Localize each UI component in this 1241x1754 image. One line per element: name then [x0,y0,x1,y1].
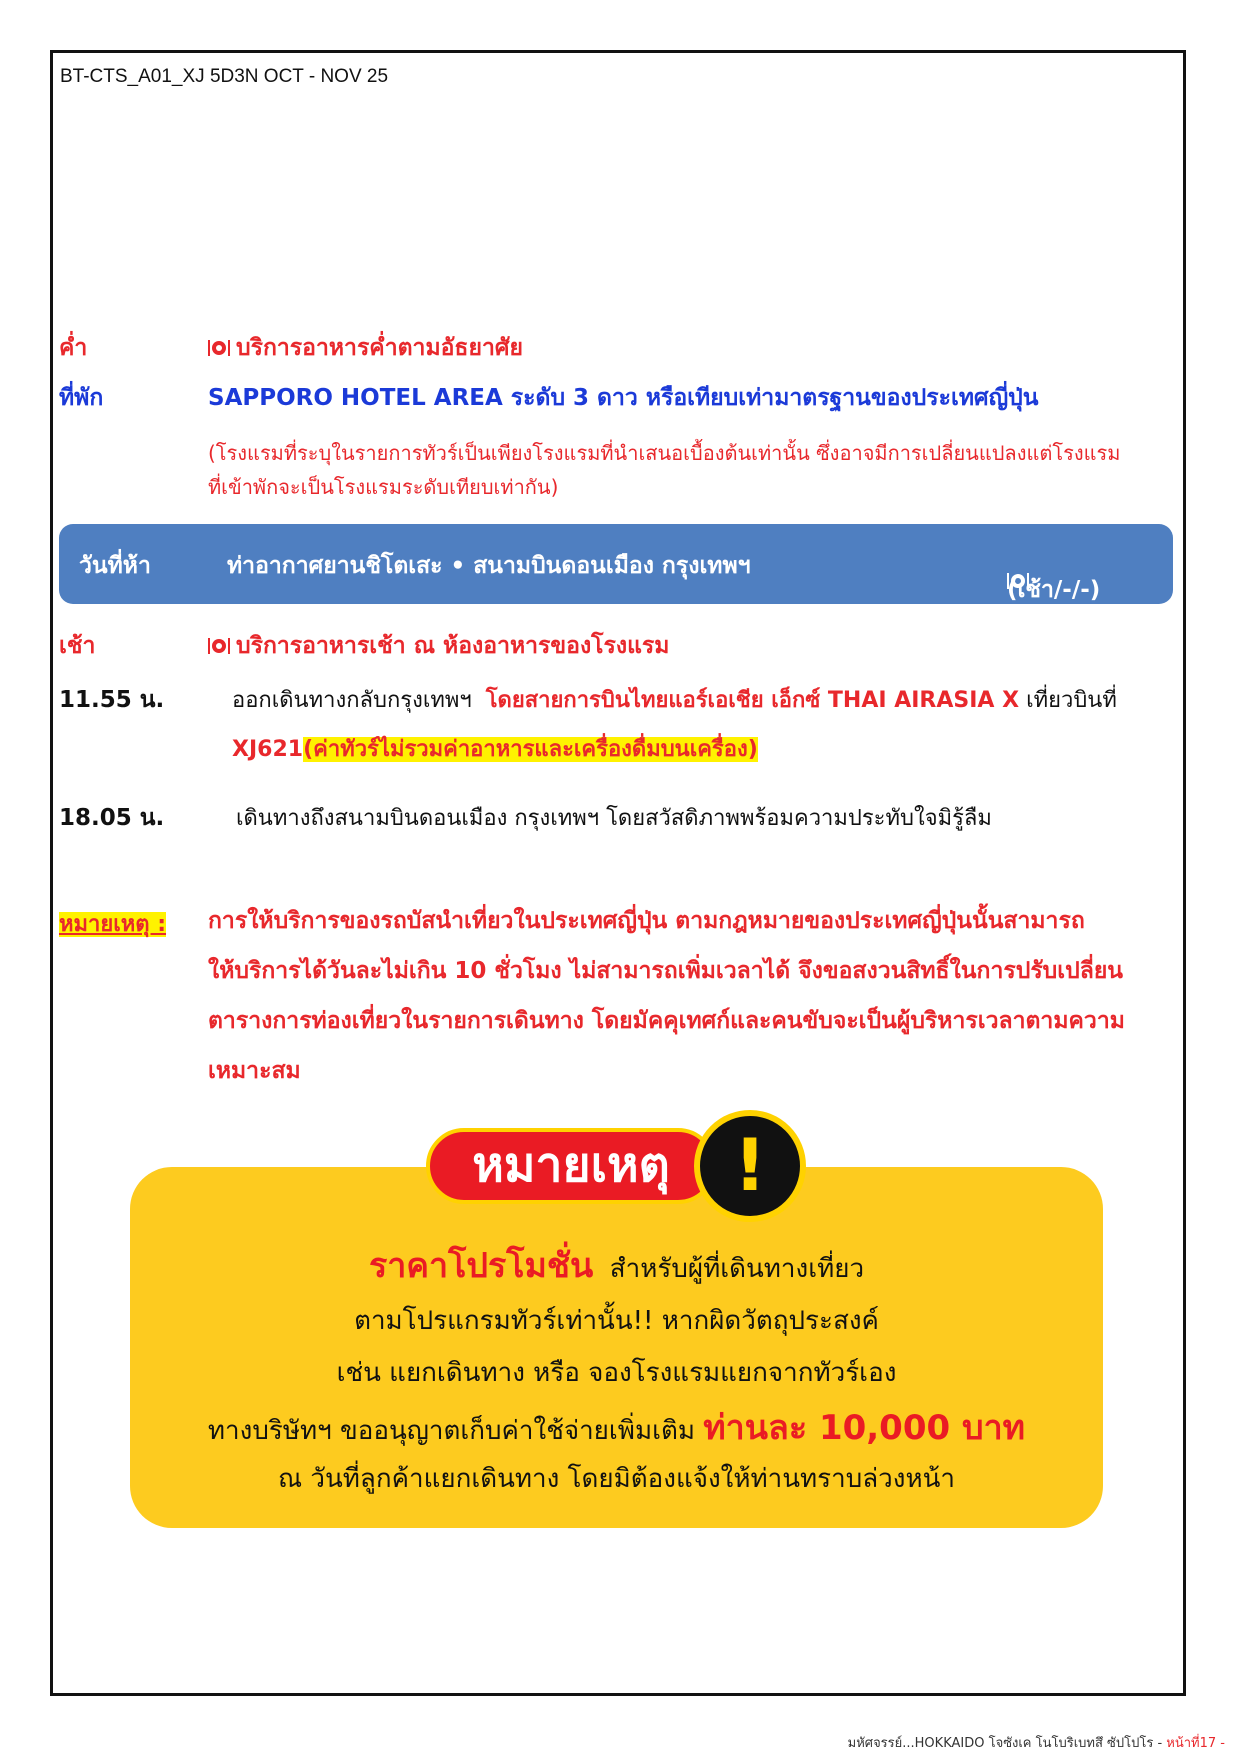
notice-line4-text: ทางบริษัทฯ ขออนุญาตเก็บค่าใช้จ่ายเพิ่มเติม [207,1416,695,1446]
dinner-row [208,330,523,366]
hotel-label: ที่พัก [59,385,104,411]
meal-icon [208,339,230,357]
page-footer [848,1732,1225,1753]
promo-label: ราคาโปรโมชั่น [368,1246,594,1286]
remark-label [59,906,166,941]
hotel-note-line1: (โรงแรมที่ระบุในรายการทัวร์เป็นเพียงโรงแรมที่นำเสนอเบื้องต้นเท่านั้น ซึ่งอาจมีการเปลี่ยนแปลงแต่โรงแรม [208,441,1121,465]
schedule-time: 11.55 น. [59,687,165,713]
notice-line1-text: สำหรับผู้ที่เดินทางเที่ยว [609,1254,865,1284]
notice-line3: เช่น แยกเดินทาง หรือ จองโรงแรมแยกจากทัวร์เอง [336,1358,897,1388]
notice-line5: ณ วันที่ลูกค้าแยกเดินทาง โดยมิต้องแจ้งให้ท่านทราบล่วงหน้า [278,1464,955,1494]
day5-label: วันที่ห้า [79,553,151,579]
schedule-airline: โดยสายการบินไทยแอร์เอเชีย เอ็กซ์ THAI AIRASIA X [485,688,1020,713]
remark-line: เหมาะสม [208,1058,301,1084]
remark-line: ให้บริการได้วันละไม่เกิน 10 ชั่วโมง ไม่สามารถเพิ่มเวลาได้ จึงขอสงวนสิทธิ์ในการปรับเปลี่ยน [208,958,1124,984]
remark-body [208,896,1168,1096]
dinner-label: ค่ำ [59,335,88,361]
flight-number: XJ621 [232,737,304,762]
breakfast-text: บริการอาหารเช้า ณ ห้องอาหารของโรงแรม [236,633,670,659]
notice-line2: ตามโปรแกรมทัวร์เท่านั้น!! หากผิดวัตถุประสงค์ [354,1306,879,1336]
exclamation-icon: ! [694,1110,806,1222]
notice-line4 [130,1400,1103,1454]
remark-label-text: หมายเหตุ : [59,912,167,937]
breakfast-row [208,628,669,664]
remark-line: ตารางการท่องเที่ยวในรายการเดินทาง โดยมัคคุเทศก์และคนขับจะเป็นผู้บริหารเวลาตามความ [208,1008,1125,1034]
breakfast-label: เช้า [59,633,96,659]
notice-line1 [130,1238,1103,1292]
hotel-note-line2: ที่เข้าพักจะเป็นโรงแรมระดับเทียบเท่ากัน) [208,475,559,499]
schedule-text-a: ออกเดินทางกลับกรุงเทพฯ [232,688,472,713]
footer-text: มหัศจรรย์...HOKKAIDO โจซังเค โนโบริเบทสึ ซัปโปโร - [847,1736,1163,1751]
day5-route: ท่าอากาศยานชิโตเสะ • สนามบินดอนเมือง กรุงเทพฯ [227,553,751,579]
tour-code: BT-CTS_A01_XJ 5D3N OCT - NOV 25 [60,66,389,87]
dinner-text: บริการอาหารค่ำตามอัธยาศัย [236,335,523,361]
fee-amount: ท่านละ 10,000 บาท [703,1408,1026,1448]
schedule-text [232,682,1117,717]
remark-line: การให้บริการของรถบัสนำเที่ยวในประเทศญี่ปุ่น ตามกฎหมายของประเทศญี่ปุ่นนั้นสามารถ [208,908,1085,934]
day5-header-band [59,524,1173,604]
hotel-text: SAPPORO HOTEL AREA ระดับ 3 ดาว หรือเทียบเท่ามาตรฐานของประเทศญี่ปุ่น [208,385,1039,411]
schedule-time: 18.05 น. [59,805,165,831]
day5-meals-text: (เช้า/-/-) [1007,577,1101,603]
meal-icon [208,637,230,655]
schedule-text-c: เที่ยวบินที่ [1026,688,1117,713]
flight-note: (ค่าทัวร์ไม่รวมค่าอาหารและเครื่องดื่มบนเครื่อง) [303,737,758,762]
notice-title: หมายเหตุ [426,1128,716,1204]
schedule-flight-line [232,731,758,766]
page-number: หน้าที่17 - [1166,1736,1225,1751]
schedule-text: เดินทางถึงสนามบินดอนเมือง กรุงเทพฯ โดยสวัสดิภาพพร้อมความประทับใจมิรู้ลืม [236,806,992,831]
